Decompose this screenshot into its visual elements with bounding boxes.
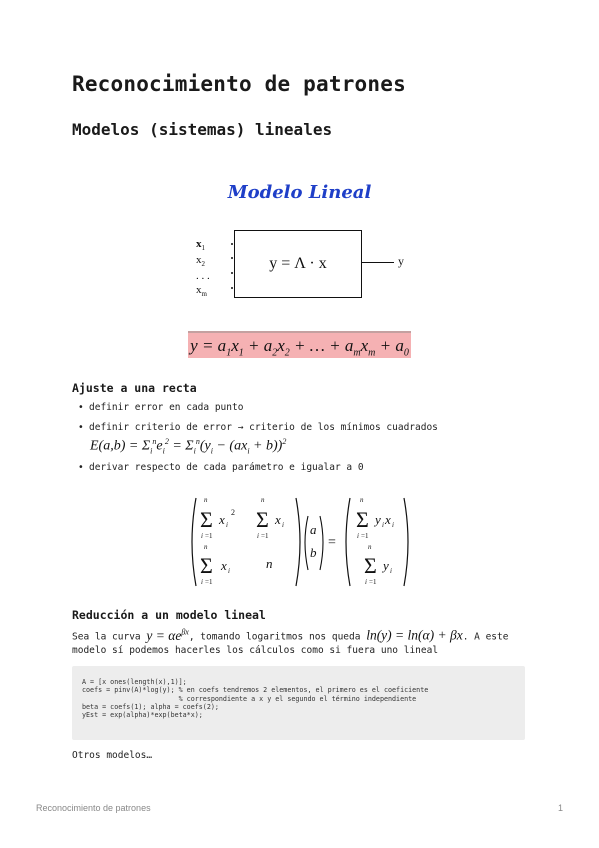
svg-text:n: n — [261, 496, 265, 504]
code-block — [72, 666, 525, 740]
svg-text:i: i — [382, 521, 384, 529]
input-dot — [231, 272, 233, 274]
bullet-list-1b — [78, 422, 438, 433]
svg-text:x: x — [219, 512, 225, 527]
figure-title: Modelo Lineal — [227, 182, 372, 203]
svg-text:i: i — [228, 567, 230, 575]
error-equation: $E(a,b) = \Sigma_i^ne_i^2 = \Sigma_i^n(y_i - (ax_i + b))^2$ — [90, 437, 287, 456]
section-heading-reduccion: Reducción a un modelo lineal — [72, 608, 266, 622]
section-heading-ajuste: Ajuste a una recta — [72, 381, 197, 395]
svg-text:Σ: Σ — [256, 507, 269, 532]
input-ellipsis: . . . — [196, 270, 210, 282]
svg-text:=1: =1 — [205, 578, 213, 586]
svg-text:n: n — [204, 496, 208, 504]
input-dot — [231, 257, 233, 259]
svg-text:b: b — [310, 545, 317, 560]
log-formula: ln(y) = ln(α) + βx — [366, 627, 463, 643]
list-item: • definir error en cada punto — [78, 402, 243, 413]
svg-text:x: x — [275, 512, 281, 527]
svg-text:=1: =1 — [261, 532, 269, 540]
input-dot — [231, 243, 233, 245]
svg-text:i: i — [365, 578, 367, 586]
svg-text:n: n — [360, 496, 364, 504]
svg-text:Σ: Σ — [356, 507, 369, 532]
footer-title: Reconocimiento de patrones — [36, 803, 151, 813]
page-number: 1 — [558, 803, 564, 813]
para-text: . A este — [462, 631, 509, 643]
svg-text:i: i — [201, 578, 203, 586]
page-subtitle: Modelos (sistemas) lineales — [72, 120, 333, 139]
curve-formula: $y = \alpha e^{\beta x}$ — [146, 627, 189, 643]
svg-text:i: i — [390, 567, 392, 575]
reduction-paragraph-line2: modelo sí podemos hacerles los cálculos como si fuera uno lineal — [72, 645, 439, 656]
svg-text:x: x — [385, 512, 391, 527]
closing-text: Otros modelos… — [72, 750, 153, 761]
reduction-paragraph-line1 — [72, 627, 508, 644]
linear-model-formula — [188, 331, 411, 358]
model-box-equation: y = Λ · x — [269, 255, 327, 272]
svg-text:2: 2 — [231, 508, 235, 517]
svg-text:Σ: Σ — [200, 553, 213, 578]
bullet-list-1 — [78, 402, 243, 413]
output-line — [362, 262, 394, 263]
svg-text:i: i — [257, 532, 259, 540]
input-xm: $x_m$ — [196, 284, 207, 299]
svg-text:i: i — [282, 521, 284, 529]
model-box — [234, 230, 362, 298]
svg-text:y: y — [375, 512, 381, 527]
list-item: • definir criterio de error → criterio de los mínimos cuadrados — [78, 422, 438, 433]
input-x2: $x_2$ — [196, 254, 205, 269]
output-label: y — [398, 254, 404, 268]
list-item: • derivar respecto de cada parámetro e igualar a 0 — [78, 462, 364, 473]
svg-text:Σ: Σ — [200, 507, 213, 532]
bullet-list-1c — [78, 462, 364, 473]
svg-text:i: i — [392, 521, 394, 529]
linear-model-formula-text: $y = a_1x_1 + a_2x_2$ + … + $a_mx_m + a_0$ — [190, 336, 409, 359]
svg-text:x: x — [221, 558, 227, 573]
svg-text:n: n — [266, 556, 273, 571]
svg-text:=: = — [328, 535, 336, 550]
svg-text:n: n — [368, 543, 372, 551]
svg-text:=1: =1 — [369, 578, 377, 586]
svg-text:i: i — [357, 532, 359, 540]
svg-text:i: i — [226, 521, 228, 529]
svg-text:Σ: Σ — [364, 553, 377, 578]
svg-text:a: a — [310, 522, 317, 537]
svg-text:n: n — [204, 543, 208, 551]
svg-text:=1: =1 — [205, 532, 213, 540]
para-text: Sea la curva — [72, 631, 141, 643]
input-x1: $x_1$ — [196, 238, 205, 253]
matrix-equation — [186, 494, 416, 590]
page-title: Reconocimiento de patrones — [72, 72, 406, 96]
svg-text:=1: =1 — [361, 532, 369, 540]
svg-text:i: i — [201, 532, 203, 540]
para-text: , tomando logaritmos nos queda — [188, 631, 361, 643]
input-dot — [231, 287, 233, 289]
code-text: A = [x ones(length(x),1)]; coefs = pinv(A)*log(y); % en coefs tendremos 2 elementos, el primero es el coeficiente % correspondiente a x y el segundo el término independiente beta = coefs(1); alpha = coefs(2); yEst = exp(alpha)*exp(beta*x); — [82, 678, 429, 720]
svg-text:y: y — [383, 558, 389, 573]
